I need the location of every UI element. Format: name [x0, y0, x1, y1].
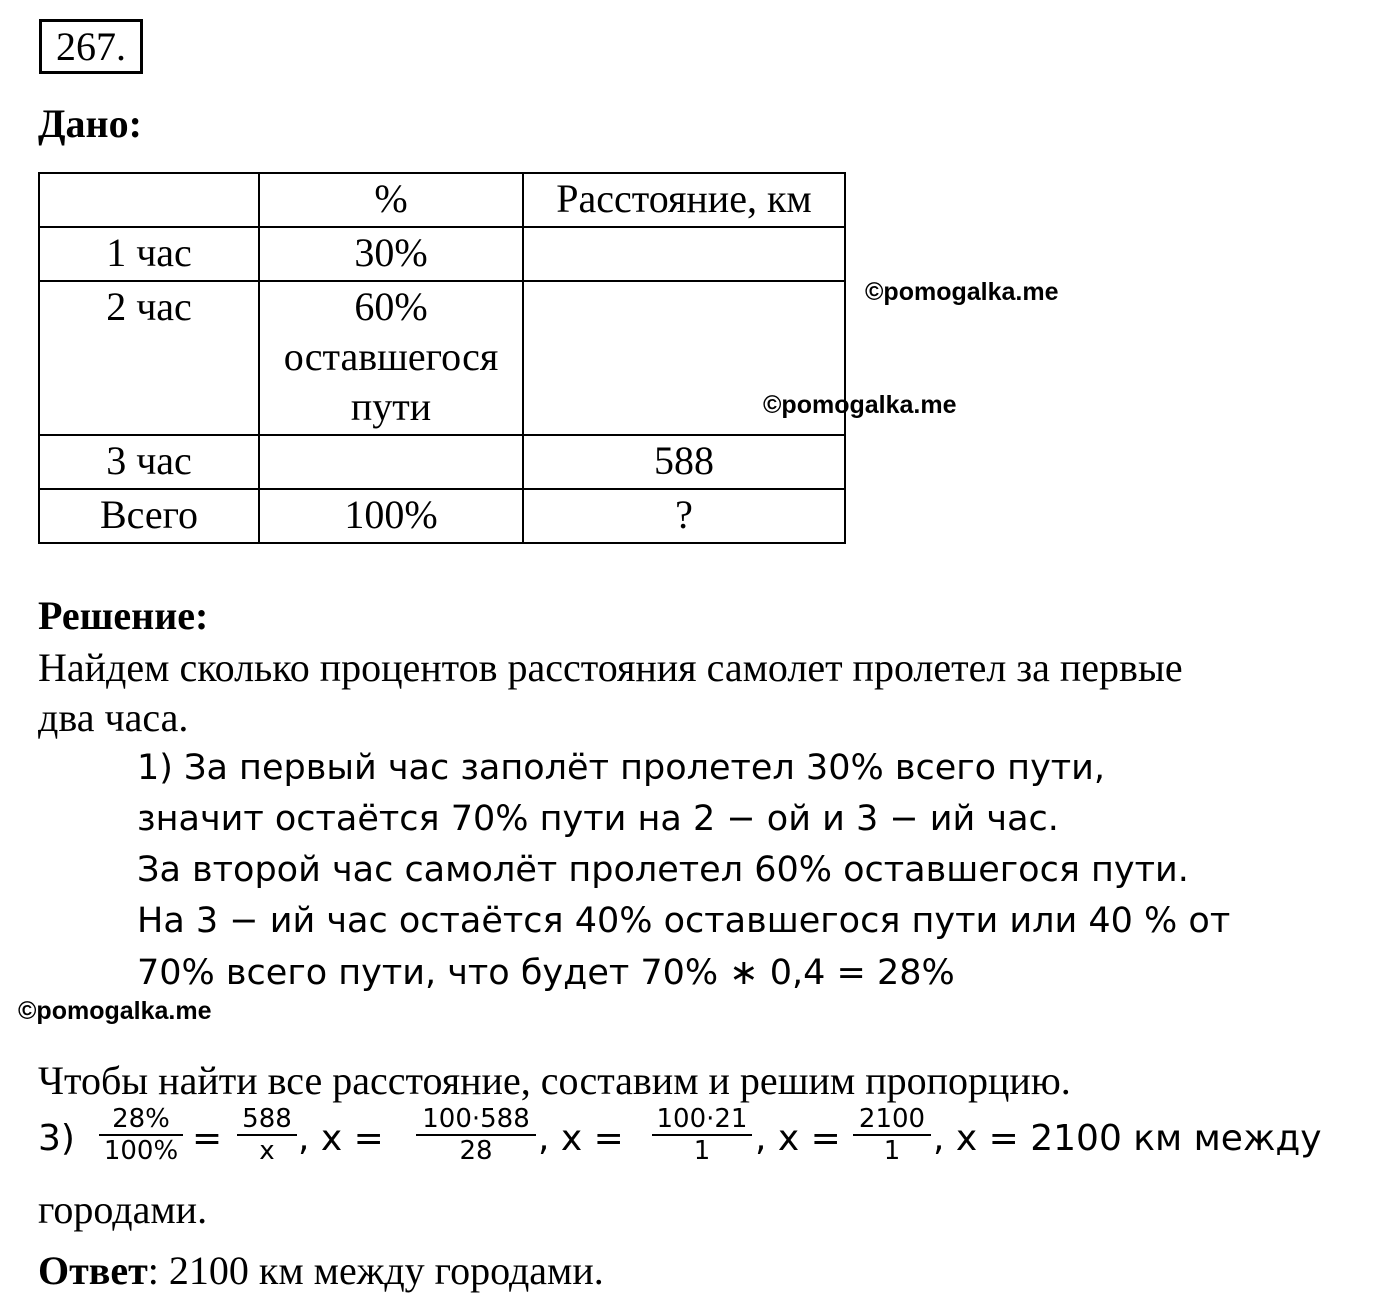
table-row [39, 173, 845, 227]
table-cell: Расстояние, км [523, 173, 845, 227]
fraction-numerator: 100·21 [652, 1104, 752, 1136]
step-line: значит остаётся 70% пути на 2 − ой и 3 − ий час. [137, 799, 1059, 839]
table-cell: ? [523, 489, 845, 543]
fraction [237, 1104, 297, 1166]
answer-line [38, 1247, 604, 1294]
table-cell: Всего [39, 489, 259, 543]
fraction [652, 1104, 752, 1166]
answer-label: Ответ [38, 1248, 148, 1293]
table-cell [259, 435, 523, 489]
table-cell: 3 час [39, 435, 259, 489]
fraction-denominator: 1 [693, 1136, 711, 1166]
fraction [99, 1104, 183, 1166]
fraction-numerator: 588 [237, 1104, 297, 1136]
equation-part: , x = [755, 1118, 841, 1159]
intro-line: Найдем сколько процентов расстояния самолет пролетел за первые [38, 645, 1183, 690]
intro-line: два часа. [38, 695, 189, 740]
watermark: ©pomogalka.me [763, 391, 957, 419]
proportion-line: Чтобы найти все расстояние, составим и решим пропорцию. [38, 1058, 1071, 1103]
watermark: ©pomogalka.me [865, 278, 1059, 306]
answer-text: : 2100 км между городами. [147, 1248, 604, 1293]
table-cell: 100% [259, 489, 523, 543]
fraction-numerator: 2100 [853, 1104, 931, 1136]
fraction-denominator: 28 [459, 1136, 493, 1166]
fraction-denominator: 1 [883, 1136, 901, 1166]
watermark: ©pomogalka.me [18, 997, 212, 1025]
table-row [39, 435, 845, 489]
equation-part: , x = 2100 км между [933, 1118, 1322, 1159]
equation-part: , x = [538, 1118, 624, 1159]
problem-number: 267. [39, 19, 143, 74]
equation-part: , x = [298, 1118, 384, 1159]
table-cell: 1 час [39, 227, 259, 281]
solution-heading: Решение: [38, 593, 209, 638]
step-line: На 3 − ий час остаётся 40% оставшегося пути или 40 % от [137, 901, 1231, 941]
table-cell: % [259, 173, 523, 227]
table-row [39, 489, 845, 543]
table-cell: 2 час [39, 281, 259, 435]
fraction-denominator: x [259, 1136, 275, 1166]
table-row [39, 281, 845, 435]
table-cell: 60% оставшегося пути [259, 281, 523, 435]
fraction-numerator: 100·588 [416, 1104, 536, 1136]
fraction [853, 1104, 931, 1166]
step-line: 1) За первый час заполёт пролетел 30% всего пути, [137, 748, 1106, 788]
fraction [416, 1104, 536, 1166]
given-table [38, 172, 846, 544]
table-cell: 30% [259, 227, 523, 281]
fraction-numerator: 28% [99, 1104, 183, 1136]
table-row [39, 227, 845, 281]
step-line: 70% всего пути, что будет 70% ∗ 0,4 = 28% [137, 953, 955, 993]
equation-continuation: городами. [38, 1187, 208, 1232]
table-cell [523, 227, 845, 281]
fraction-denominator: 100% [103, 1136, 179, 1166]
given-heading: Дано: [38, 101, 142, 146]
step3-label: 3) [38, 1118, 75, 1159]
table-cell [39, 173, 259, 227]
table-cell: 588 [523, 435, 845, 489]
step-line: За второй час самолёт пролетел 60% оставшегося пути. [137, 850, 1189, 890]
equals-sign: = [192, 1118, 223, 1159]
